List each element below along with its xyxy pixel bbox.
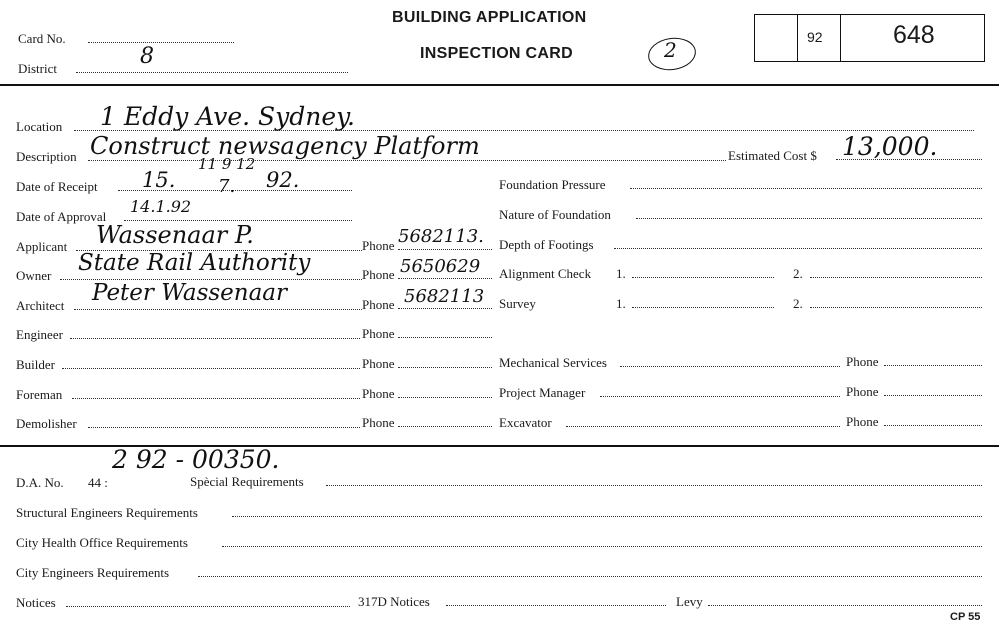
alignment-item-2: 2. — [793, 266, 803, 281]
foreman-phone-line — [398, 397, 492, 398]
date-receipt-month: 7. — [218, 176, 236, 197]
date-approval-value: 14.1.92 — [130, 197, 192, 216]
city-engineers-label: City Engineers Requirements — [16, 565, 170, 580]
date-receipt-label: Date of Receipt — [16, 179, 98, 194]
architect-phone-label: Phone — [362, 297, 395, 312]
builder-phone-label: Phone — [362, 356, 395, 371]
structural-label: Structural Engineers Requirements — [16, 505, 198, 520]
owner-phone: 5650629 — [400, 256, 481, 277]
city-health-line — [222, 546, 982, 547]
excavator-phone-label: Phone — [846, 414, 879, 429]
mechanical-phone-line — [884, 365, 982, 366]
architect-line — [74, 309, 362, 310]
alignment-line-2 — [810, 277, 982, 278]
box-divider-1 — [797, 14, 798, 61]
notices-317d-line — [446, 605, 666, 606]
form-code: CP 55 — [950, 611, 981, 623]
estimated-cost-label: Estimated Cost $ — [728, 148, 817, 163]
notices-label: Notices — [16, 595, 56, 610]
builder-label: Builder — [16, 357, 55, 372]
foreman-phone-label: Phone — [362, 386, 395, 401]
district-label: District — [18, 61, 57, 76]
da-prefix: 44 : — [88, 475, 108, 490]
survey-item-2: 2. — [793, 296, 803, 311]
architect-value: Peter Wassenaar — [92, 280, 288, 306]
foreman-line — [72, 398, 360, 399]
special-requirements-label: Spècial Requirements — [190, 474, 304, 489]
engineer-phone-label: Phone — [362, 326, 395, 341]
levy-label: Levy — [676, 594, 703, 609]
excavator-line — [566, 426, 840, 427]
excavator-phone-line — [884, 425, 982, 426]
project-manager-phone-label: Phone — [846, 384, 879, 399]
engineer-line — [70, 338, 360, 339]
date-receipt-year: 92. — [266, 168, 300, 192]
card-number-box — [754, 14, 985, 62]
alignment-line-1 — [632, 277, 774, 278]
da-value: 2 92 - 00350. — [112, 445, 280, 474]
survey-line-1 — [632, 307, 774, 308]
engineer-phone-line — [398, 337, 492, 338]
applicant-phone-line — [398, 249, 492, 250]
location-value: 1 Eddy Ave. Sydney. — [100, 102, 355, 131]
owner-value: State Rail Authority — [78, 250, 311, 276]
location-label: Location — [16, 119, 63, 134]
survey-line-2 — [810, 307, 982, 308]
owner-label: Owner — [16, 268, 52, 283]
description-value: Construct newsagency Platform — [90, 132, 480, 160]
applicant-value: Wassenaar P. — [96, 221, 254, 249]
levy-line — [708, 605, 982, 606]
survey-label: Survey — [499, 296, 536, 311]
notices-line — [66, 606, 350, 607]
card-no-line — [88, 42, 234, 43]
foundation-pressure-label: Foundation Pressure — [499, 177, 606, 192]
owner-phone-label: Phone — [362, 267, 395, 282]
project-manager-line — [600, 396, 840, 397]
engineer-label: Engineer — [16, 327, 63, 342]
project-manager-phone-line — [884, 395, 982, 396]
nature-foundation-label: Nature of Foundation — [499, 207, 611, 222]
district-line — [76, 72, 348, 73]
demolisher-label: Demolisher — [16, 416, 77, 431]
excavator-label: Excavator — [499, 415, 552, 430]
builder-line — [62, 368, 360, 369]
owner-phone-line — [398, 278, 492, 279]
description-line — [88, 160, 726, 161]
da-no-label: D.A. No. — [16, 475, 64, 490]
city-health-label: City Health Office Requirements — [16, 535, 188, 550]
city-engineers-line — [198, 576, 982, 577]
alignment-item-1: 1. — [616, 266, 626, 281]
mechanical-label: Mechanical Services — [499, 355, 607, 370]
structural-line — [232, 516, 982, 517]
special-requirements-line — [326, 485, 982, 486]
date-receipt-day: 15. — [142, 168, 176, 192]
project-manager-label: Project Manager — [499, 385, 586, 400]
depth-footings-line — [614, 248, 982, 249]
estimated-cost-value: 13,000. — [842, 132, 938, 161]
header-divider — [0, 84, 999, 86]
demolisher-phone-label: Phone — [362, 415, 395, 430]
card-no-label: Card No. — [18, 31, 66, 46]
nature-foundation-line — [636, 218, 982, 219]
mechanical-phone-label: Phone — [846, 354, 879, 369]
demolisher-line — [88, 427, 360, 428]
architect-phone-line — [398, 308, 492, 309]
survey-item-1: 1. — [616, 296, 626, 311]
mechanical-line — [620, 366, 840, 367]
foundation-pressure-line — [630, 188, 982, 189]
notices-317d-label: 317D Notices — [358, 594, 430, 609]
form-subtitle: INSPECTION CARD — [420, 45, 573, 62]
circled-number: 2 — [664, 38, 677, 62]
applicant-label: Applicant — [16, 239, 68, 254]
demolisher-phone-line — [398, 426, 492, 427]
architect-phone: 5682113 — [404, 286, 485, 307]
district-value: 8 — [140, 44, 154, 69]
description-label: Description — [16, 149, 77, 164]
applicant-phone-label: Phone — [362, 238, 395, 253]
box-number: 648 — [893, 21, 935, 49]
architect-label: Architect — [16, 298, 65, 313]
form-title: BUILDING APPLICATION — [392, 9, 587, 26]
depth-footings-label: Depth of Footings — [499, 237, 594, 252]
box-divider-2 — [840, 14, 841, 61]
applicant-phone: 5682113. — [398, 226, 484, 247]
alignment-check-label: Alignment Check — [499, 266, 592, 281]
foreman-label: Foreman — [16, 387, 63, 402]
builder-phone-line — [398, 367, 492, 368]
box-year: 92 — [807, 29, 823, 45]
date-approval-label: Date of Approval — [16, 209, 107, 224]
date-receipt-note: 11 9 12 — [198, 155, 256, 173]
